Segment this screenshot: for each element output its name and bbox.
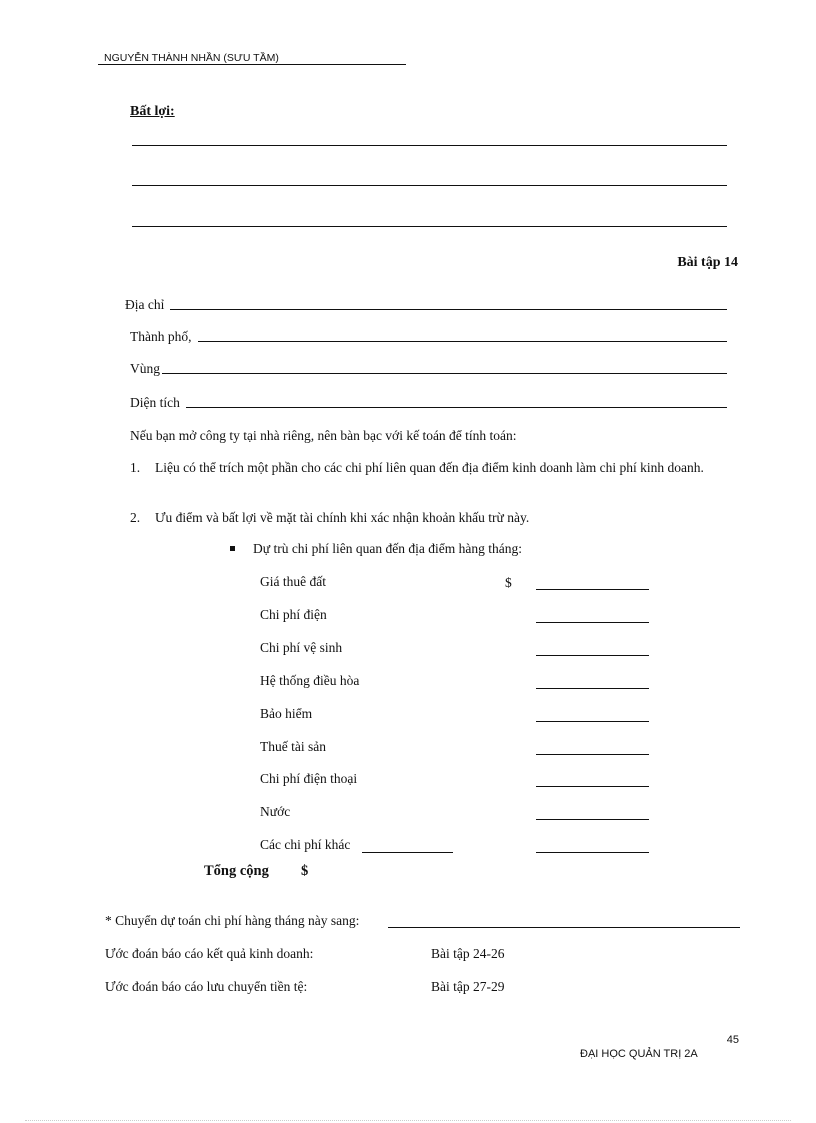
area-field (130, 393, 727, 411)
list-number: 2. (130, 510, 141, 525)
cost-item-label: Nước (260, 804, 291, 819)
cost-input-line[interactable] (536, 589, 649, 590)
estimate-label: Ước đoán báo cáo lưu chuyển tiền tệ: (105, 979, 308, 994)
cost-input-line[interactable] (536, 786, 649, 787)
cost-item-label: Hệ thống điều hòa (260, 673, 360, 688)
page-header (98, 52, 406, 65)
header-author: NGUYỄN THÀNH NHẦN (SƯU TẦM) (104, 52, 279, 64)
city-label: Thành phố, (130, 329, 192, 344)
cost-item-label: Chi phí điện thoại (260, 771, 358, 786)
address-input-line[interactable] (170, 309, 727, 310)
region-label: Vùng (130, 361, 160, 376)
region-field (130, 359, 727, 377)
bullet-icon (230, 546, 235, 551)
cost-input-line[interactable] (536, 622, 649, 623)
cost-item-label: Các chi phí khác (260, 837, 351, 852)
region-input-line[interactable] (162, 373, 727, 374)
page-number: 45 (726, 1034, 739, 1046)
list-text: Liệu có thể trích một phần cho các chi phí liên quan đến địa điểm kinh doanh làm chi phí kinh doanh. (155, 460, 704, 475)
cost-input-line[interactable] (536, 721, 649, 722)
disadvantages-blank-line[interactable] (132, 185, 727, 186)
cost-item-label: Giá thuê đất (260, 574, 326, 589)
disadvantages-blank-line[interactable] (132, 145, 727, 146)
list-number: 1. (130, 460, 141, 475)
estimate-ref: Bài tập 24-26 (431, 946, 505, 961)
disadvantages-blank-line[interactable] (132, 226, 727, 227)
city-input-line[interactable] (198, 341, 728, 342)
list-item (130, 509, 737, 526)
cost-input-line[interactable] (536, 655, 649, 656)
list-text: Ưu điểm và bất lợi về mặt tài chính khi xác nhận khoản khấu trừ này. (155, 510, 530, 525)
total-label: Tổng cộng (204, 863, 269, 879)
area-label: Diện tích (130, 395, 180, 410)
cost-item-label: Chi phí vệ sinh (260, 640, 343, 655)
cost-item-label: Thuế tài sản (260, 739, 326, 754)
address-label: Địa chỉ (125, 297, 165, 312)
cost-input-line[interactable] (536, 852, 649, 853)
list-item (130, 459, 737, 476)
page-footer: ĐẠI HỌC QUẢN TRỊ 2A (580, 1048, 698, 1060)
cost-input-line[interactable] (536, 754, 649, 755)
page-bottom-border (25, 1120, 791, 1121)
address-field (125, 295, 727, 313)
transfer-note-line[interactable] (388, 927, 740, 928)
bullet-text: Dự trù chi phí liên quan đến địa điểm hàng tháng: (253, 541, 523, 556)
cost-input-line[interactable] (536, 819, 649, 820)
disadvantages-label: Bất lợi: (130, 104, 175, 119)
exercise-title: Bài tập 14 (677, 255, 738, 270)
currency-symbol: $ (505, 575, 512, 590)
estimate-ref: Bài tập 27-29 (431, 979, 505, 994)
cost-input-line[interactable] (536, 688, 649, 689)
total-currency: $ (301, 863, 309, 879)
transfer-note: * Chuyển dự toán chi phí hàng tháng này sang: (105, 913, 360, 928)
estimate-label: Ước đoán báo cáo kết quả kinh doanh: (105, 946, 314, 961)
intro-paragraph: Nếu bạn mở công ty tại nhà riêng, nên bàn bạc với kế toán để tính toán: (130, 428, 517, 443)
city-field (130, 327, 727, 345)
area-input-line[interactable] (186, 407, 727, 408)
cost-item-label: Chi phí điện (260, 607, 327, 622)
other-cost-name-line[interactable] (362, 852, 453, 853)
cost-item-label: Bảo hiểm (260, 706, 313, 721)
